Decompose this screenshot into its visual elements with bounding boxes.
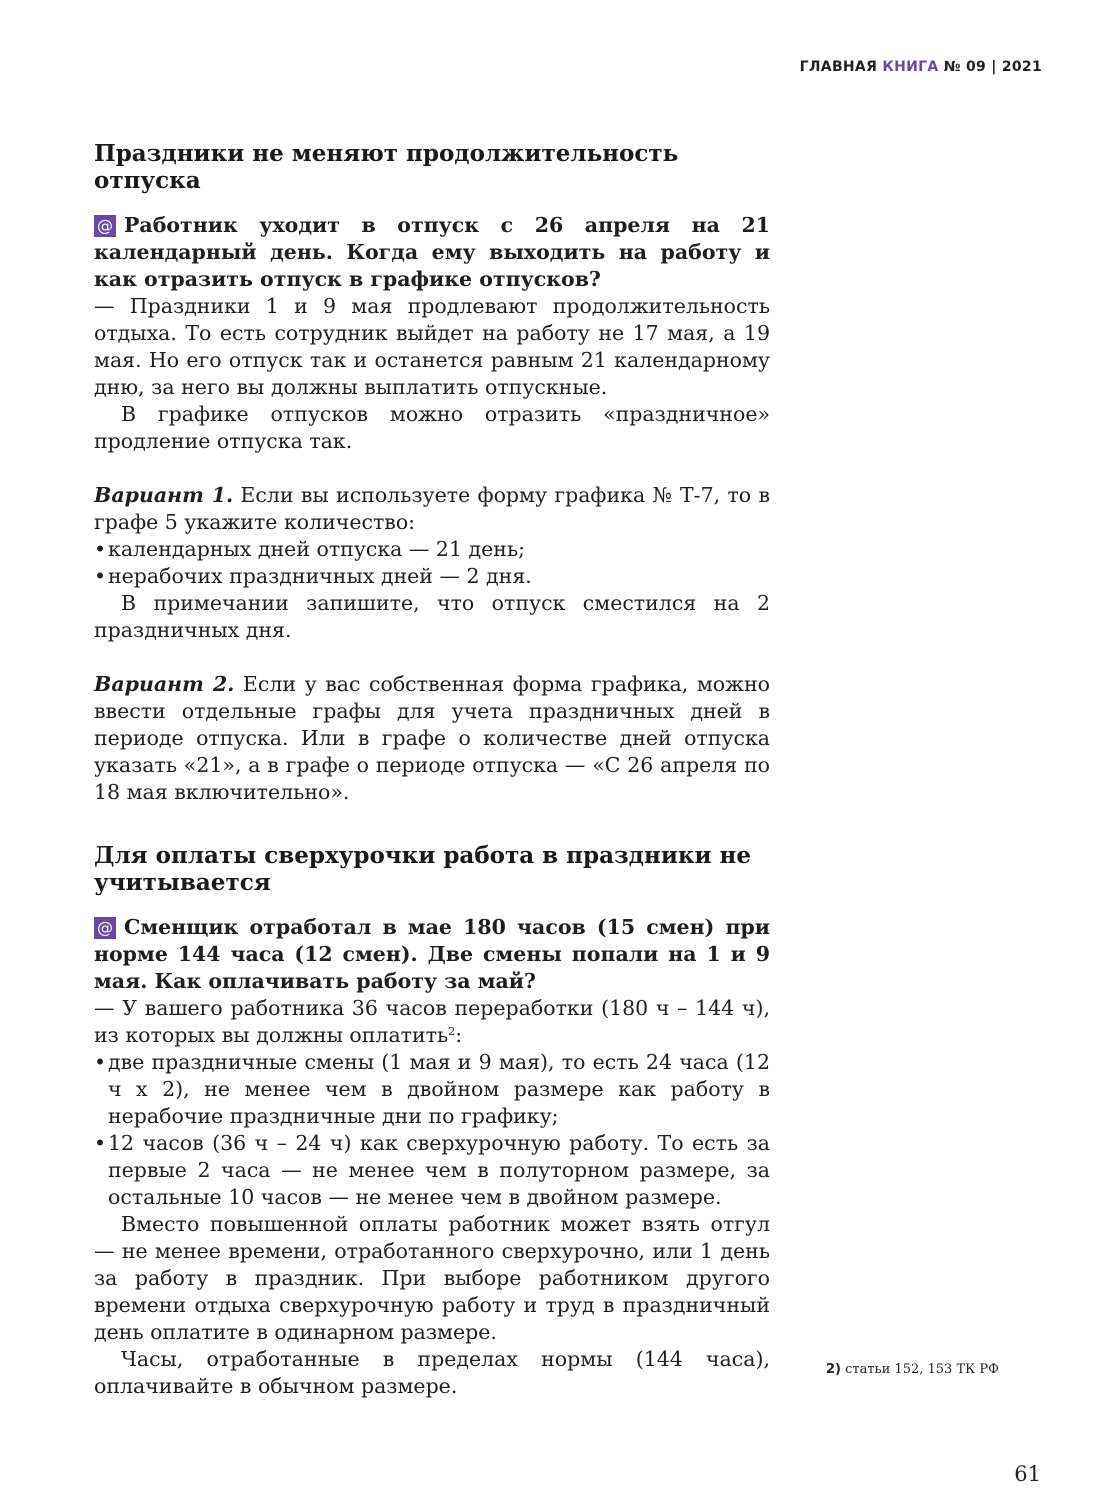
main-column [94, 140, 770, 1400]
section2-answer-intro-text: — У вашего работника 36 часов переработки (180 ч – 144 ч), из которых вы должны оплатить [94, 996, 770, 1047]
page-number: 61 [1014, 1462, 1041, 1486]
variant1-text: Если вы используете форму графика № Т-7, то в графе 5 укажите количество: [94, 483, 770, 534]
section2-answer-intro [94, 995, 770, 1049]
section1-title: Праздники не меняют продолжительность отпуска [94, 140, 679, 194]
issue-number: № 09 | 2021 [943, 59, 1042, 75]
section1-answer-p1: — Праздники 1 и 9 мая продлевают продолжительность отдыха. То есть сотрудник выйдет на работу не 17 мая, а 19 мая. Но его отпуск так и останется равным 21 календарному дню, за него вы должны выплатить отпускные. [94, 294, 770, 399]
variant2-text: Если у вас собственная форма графика, можно ввести отдельные графы для учета праздничных дней в периоде отпуска. Или в графе о количестве дней отпуска указать «21», а в графе о периоде отпуска — «С 26 апреля по 18 мая включительно». [94, 672, 770, 804]
variant2-label: Вариант 2. [94, 672, 235, 696]
list-item: • нерабочих праздничных дней — 2 дня. [94, 563, 770, 590]
section2-alt-paragraph: Вместо повышенной оплаты работник может взять отгул — не менее времени, отработанного сверхурочно, или 1 день за работу в праздник. При выборе работником другого времени отдыха сверхурочную работу и труд в праздничный день оплатите в одинарном размере. [94, 1212, 770, 1344]
footnote-marker: 2) [826, 1362, 841, 1377]
section1-question [94, 212, 770, 293]
variant2-paragraph [94, 671, 770, 806]
at-sign-icon: @ [94, 215, 116, 237]
list-item: • календарных дней отпуска — 21 день; [94, 536, 770, 563]
running-head [800, 59, 1042, 75]
list-item: • две праздничные смены (1 мая и 9 мая), то есть 24 часа (12 ч х 2), не менее чем в двойном размере как работу в нерабочие праздничные дни по графику; [94, 1049, 770, 1130]
variant1-label: Вариант 1. [94, 483, 234, 507]
section2-list [94, 1049, 770, 1211]
footnote [826, 1362, 999, 1378]
section2-norm-paragraph: Часы, отработанные в пределах нормы (144 часа), оплачивайте в обычном размере. [94, 1347, 770, 1398]
variant1-note: В примечании запишите, что отпуск сместился на 2 праздничных дня. [94, 591, 770, 642]
footnote-reference[interactable]: 2 [448, 1025, 456, 1038]
variant1-paragraph [94, 482, 770, 536]
at-sign-icon: @ [94, 917, 116, 939]
section2-answer-intro-end: : [455, 1023, 463, 1047]
variant1-list [94, 536, 770, 590]
section2-title: Для оплаты сверхурочки работа в праздники не учитывается [94, 842, 752, 896]
section2-question [94, 914, 770, 995]
list-item: • 12 часов (36 ч – 24 ч) как сверхурочную работу. То есть за первые 2 часа — не менее чем в полуторном размере, за остальные 10 часов — не менее чем в двойном размере. [94, 1130, 770, 1211]
section2-question-text: Сменщик отработал в мае 180 часов (15 смен) при норме 144 часа (12 смен). Две смены попали на 1 и 9 мая. Как оплачивать работу за май? [94, 915, 770, 993]
brand-name-part1: ГЛАВНАЯ [799, 59, 878, 75]
section1-question-text: Работник уходит в отпуск с 26 апреля на 21 календарный день. Когда ему выходить на работу и как отразить отпуск в графике отпусков? [94, 213, 770, 291]
brand-name-part2: КНИГА [882, 59, 939, 75]
section1-answer-p2: В графике отпусков можно отразить «праздничное» продление отпуска так. [94, 402, 770, 453]
footnote-text: статьи 152, 153 ТК РФ [845, 1362, 999, 1377]
